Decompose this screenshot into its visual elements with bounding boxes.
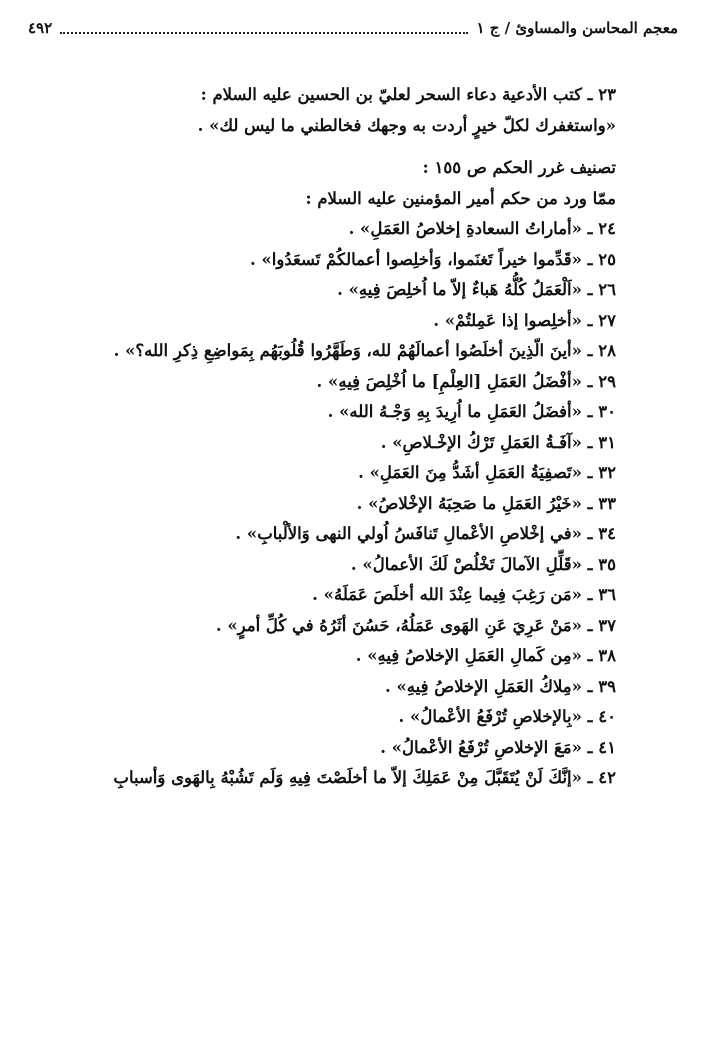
text-line: ٣٦ ـ «مَن رَغِبَ فِيما عِنْدَ الله أخلَصَ عَمَلَهُ» .	[312, 585, 616, 604]
page-body	[20, 80, 616, 794]
text-line: ٢٥ ـ «قَدِّموا خيراً تَغنَموا، وَأخلِصوا أعمالكُمْ تَسعَدُوا» .	[250, 249, 616, 269]
text-line: ٣٩ ـ «مِلاكُ العَمَلِ الإخلاصُ فِيهِ» .	[385, 676, 616, 696]
text-line: ٣١ ـ «آفَـةُ العَمَلِ تَرْكُ الإخْـلاصِ» .	[380, 432, 616, 452]
text-line: ٢٣ ـ كتب الأدعية دعاء السحر لعليّ بن الحسين عليه السلام :	[200, 85, 616, 104]
text-line: ٣٢ ـ «تَصفِيَةُ العَمَلِ أشَدُّ مِنَ العَمَلِ» .	[358, 463, 616, 482]
text-line: ٤١ ـ «مَعَ الإخلاصِ تُرْفَعُ الأعْمالُ» .	[380, 737, 616, 757]
running-title: معجم المحاسن والمساوئ / ج ١	[476, 19, 678, 37]
text-line: ٢٤ ـ «أماراتُ السعادةِ إخلاصُ العَمَلِ» .	[348, 219, 616, 238]
text-line: ٣٥ ـ «قَلِّلِ الآمالَ تَخْلُصْ لَكَ الأعمالُ» .	[350, 554, 616, 574]
text-line: ٢٧ ـ «أخلِصوا إذا عَمِلتُمْ» .	[433, 310, 616, 330]
page-number: ٤٩٢	[28, 19, 53, 37]
text-line: ٢٨ ـ «أينَ الّذِينَ أخلَصُوا أعمالَهُمْ لله، وَطَهَّرُوا قُلُوبَهُم بِمَواضِعِ ذِكرِ الله؟» .	[113, 341, 616, 360]
section-heading: تصنيف غرر الحكم ص ١٥٥ :	[422, 158, 616, 177]
text-line: ٤٢ ـ «إنَّكَ لَنْ يُتَقَبَّلَ مِنْ عَمَلِكَ إلاّ ما أخلَصْتَ فِيهِ وَلَم تَشُبْهُ بِالهَوى وَأسبابِ	[113, 768, 616, 787]
text-line: «واستغفرك لكلّ خيرٍ أردت به وجهك فخالطني ما ليس لك» .	[197, 115, 616, 135]
text-line: ممّا ورد من حكم أمير المؤمنين عليه السلام :	[305, 188, 616, 208]
text-line: ٣٨ ـ «مِن كَمالِ العَمَلِ الإخلاصُ فِيهِ» .	[355, 646, 616, 665]
text-line: ٢٩ ـ «أفْضَلُ العَمَلِ [العِلْمِ] ما اُخْلِصَ فِيهِ» .	[316, 371, 616, 391]
page-header	[28, 14, 678, 42]
text-line: ٤٠ ـ «بِالإخلاصِ تُرْفَعُ الأعْمالُ» .	[398, 707, 616, 726]
text-line: ٢٦ ـ «اَلْعَمَلُ كُلُّهُ هَباءٌ إلاّ ما اُخلِصَ فِيهِ» .	[337, 280, 616, 299]
text-line: ٣٧ ـ «مَنْ عَرِيَ عَنِ الهَوى عَمَلُهُ، حَسُنَ أثَرُهُ في كُلِّ أمرٍ» .	[215, 615, 616, 635]
text-line: ٣٤ ـ «في إخْلاصِ الأعْمالِ تَنافَسُ اُولي النهى وَالألْبابِ» .	[235, 524, 616, 543]
text-line: ٣٠ ـ «أفضَلُ العَمَلِ ما اُرِيدَ بِهِ وَجْـهُ الله» .	[327, 402, 616, 421]
text-line: ٣٣ ـ «خَيْرُ العَمَلِ ما صَحِبَهُ الإخْلاصُ» .	[356, 493, 616, 513]
header-dot-leader	[60, 22, 468, 34]
